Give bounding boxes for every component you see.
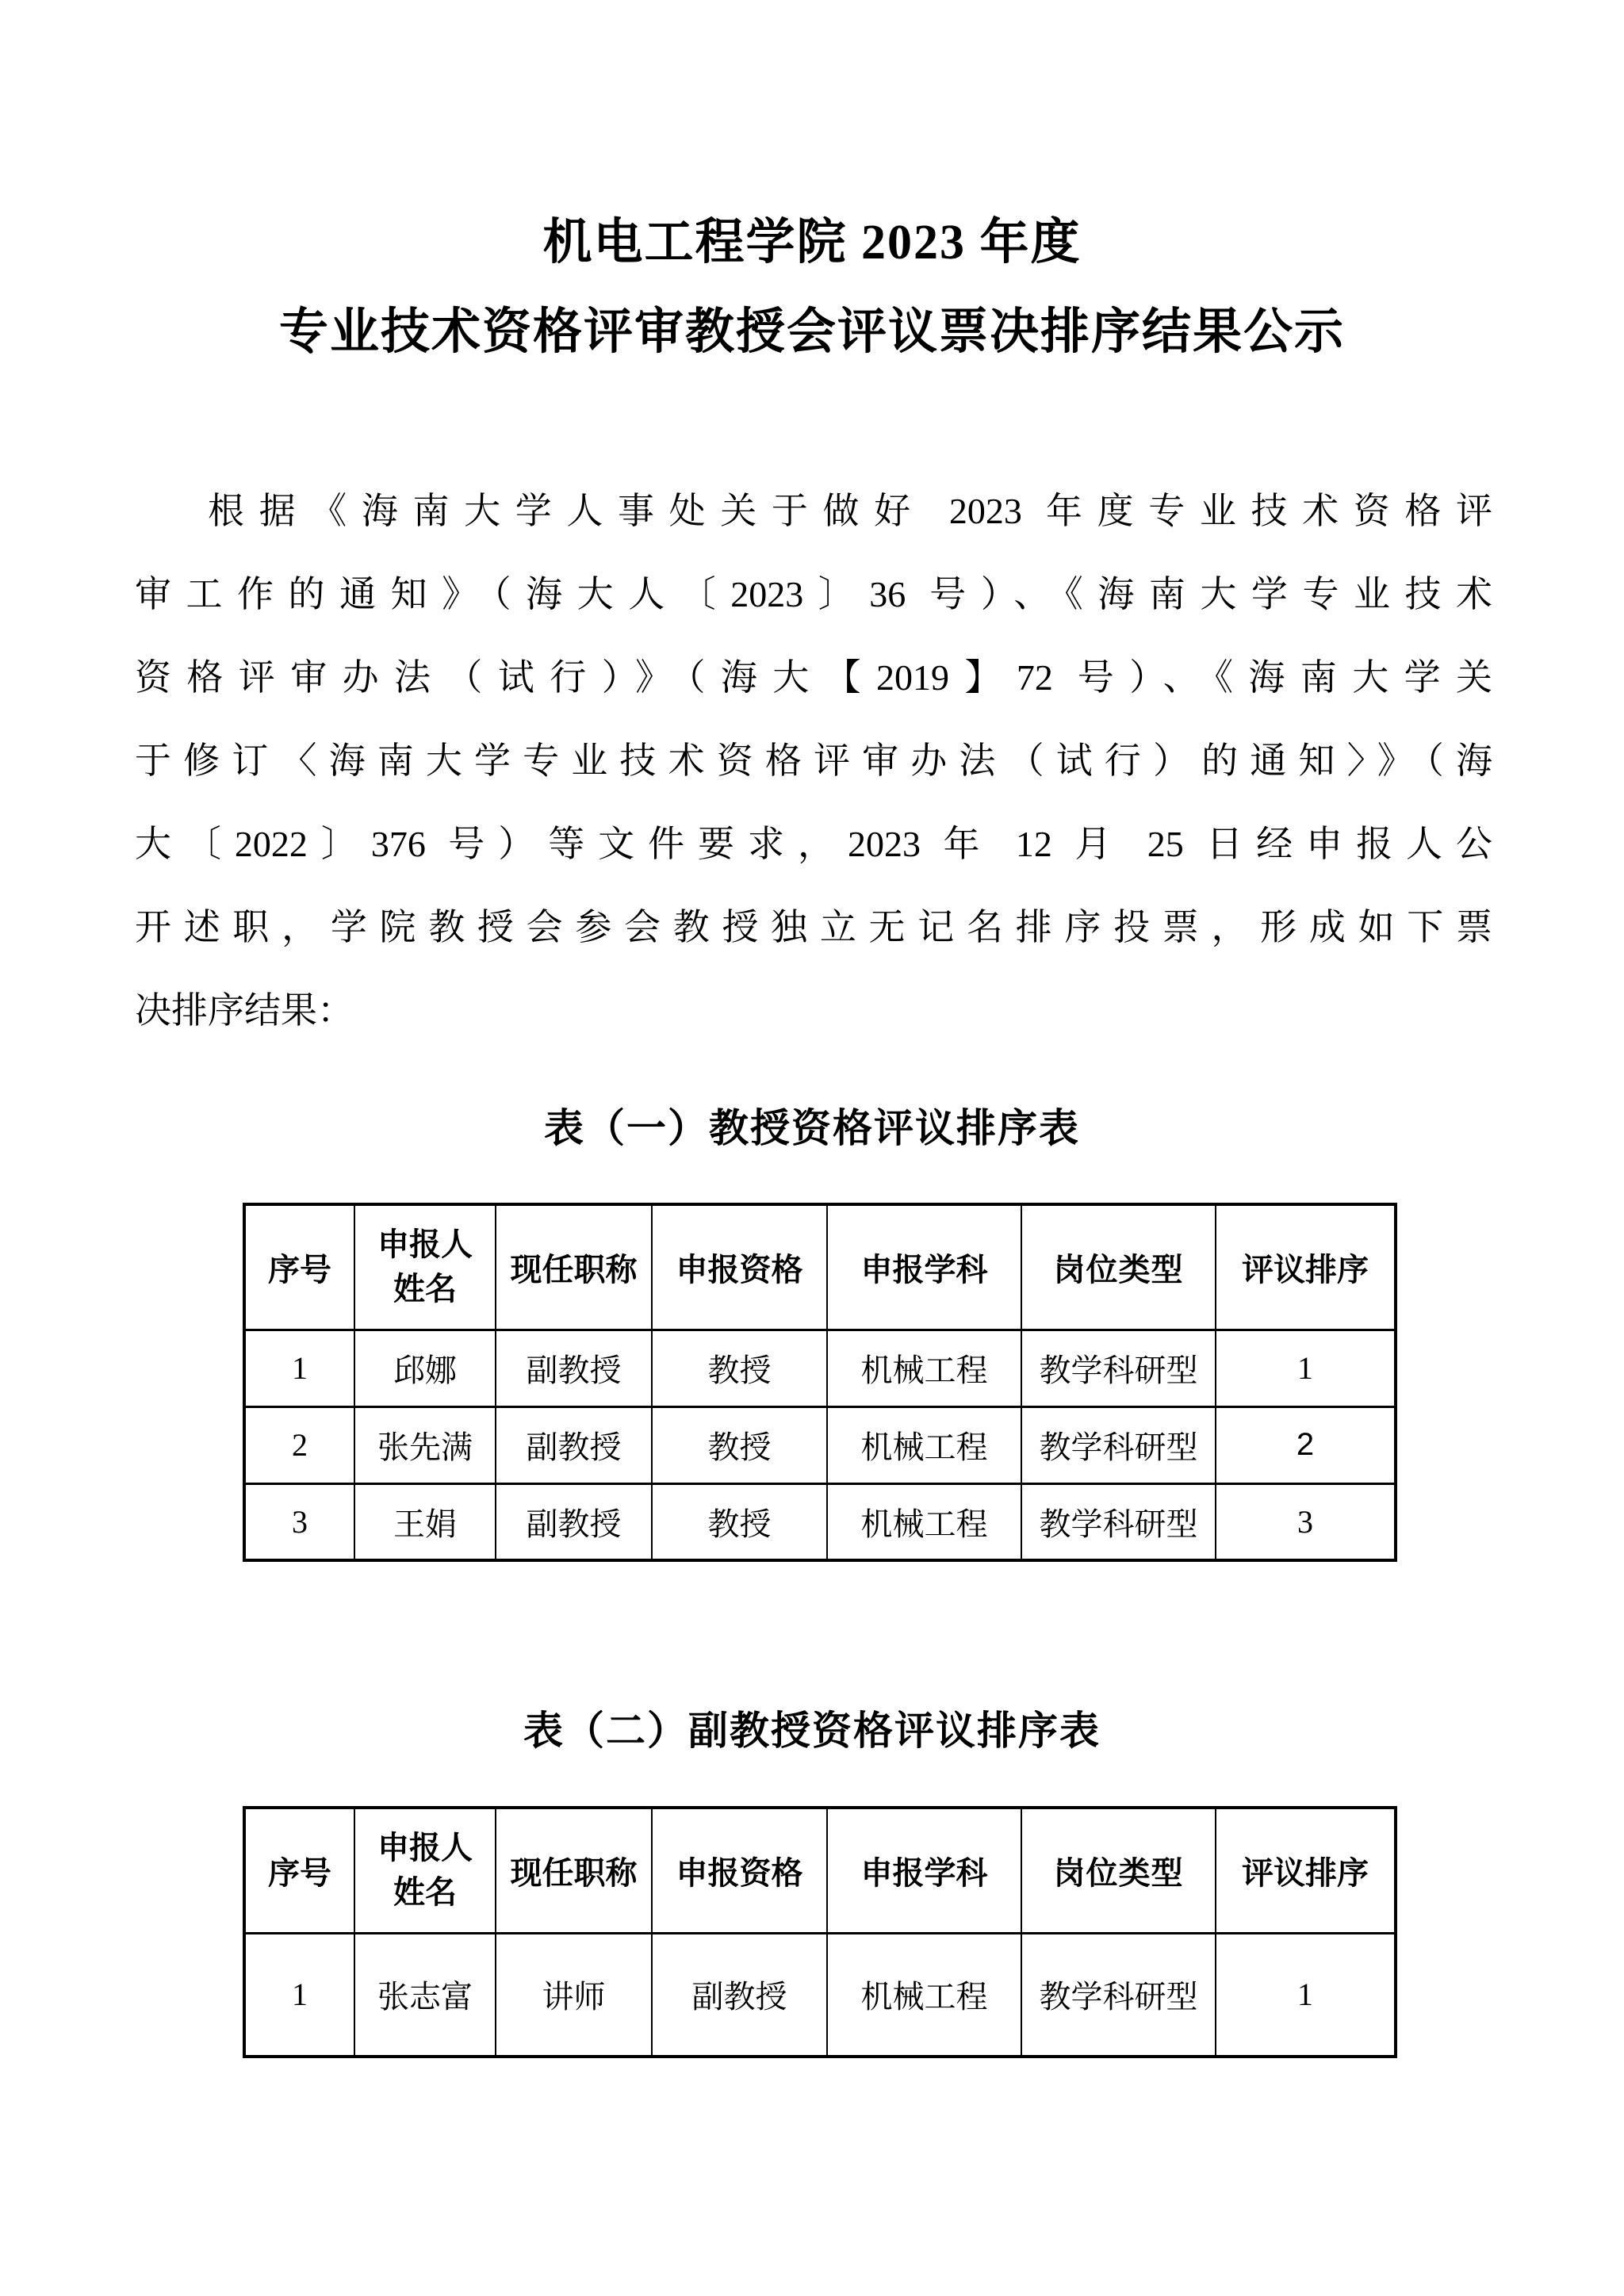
table-row (244, 1483, 1396, 1560)
cell-seq: 1 (244, 1330, 354, 1406)
cell-seq: 2 (244, 1406, 354, 1483)
cell-seq: 1 (244, 1933, 354, 2057)
cell-applied-qualification: 教授 (652, 1483, 827, 1560)
header-applicant-name: 申报人 姓名 (354, 1808, 496, 1933)
paragraph-line: 根据《海南大学人事处关于做好 2023 年度专业技术资格评 (208, 491, 1492, 531)
cell-name: 张志富 (354, 1933, 496, 2057)
title-line-1: 机电工程学院 2023 年度 (542, 216, 1082, 270)
table2-header-row (244, 1808, 1396, 1933)
header-post-type: 岗位类型 (1021, 1808, 1216, 1933)
paragraph-line: 资格评审办法（试行）》（海大【2019】72 号）、《海南大学关 (135, 657, 1492, 698)
cell-post-type: 教学科研型 (1021, 1406, 1216, 1483)
table1-caption: 表（一）教授资格评议排序表 (544, 1106, 1080, 1150)
header-applied-qualification: 申报资格 (652, 1808, 827, 1933)
table-row (244, 1406, 1396, 1483)
cell-current-title: 讲师 (496, 1933, 652, 2057)
title-line-2: 专业技术资格评审教授会评议票决排序结果公示 (278, 305, 1345, 359)
body-paragraph (135, 469, 1492, 1052)
cell-name: 王娟 (354, 1483, 496, 1560)
cell-name: 邱娜 (354, 1330, 496, 1406)
cell-review-rank: 3 (1216, 1483, 1396, 1560)
table1-professor-ranking (243, 1203, 1397, 1562)
paragraph-line: 审工作的通知》（海大人〔2023〕36 号）、《海南大学专业技术 (135, 574, 1492, 614)
header-review-rank: 评议排序 (1216, 1808, 1396, 1933)
cell-applied-qualification: 教授 (652, 1406, 827, 1483)
header-seq: 序号 (244, 1808, 354, 1933)
cell-applied-qualification: 副教授 (652, 1933, 827, 2057)
header-discipline: 申报学科 (827, 1204, 1021, 1330)
cell-review-rank: 2 (1216, 1406, 1396, 1483)
header-applied-qualification: 申报资格 (652, 1204, 827, 1330)
cell-current-title: 副教授 (496, 1330, 652, 1406)
paragraph-line: 开述职，学院教授会参会教授独立无记名排序投票，形成如下票 (135, 907, 1492, 947)
cell-current-title: 副教授 (496, 1483, 652, 1560)
table1-header-row (244, 1204, 1396, 1330)
header-post-type: 岗位类型 (1021, 1204, 1216, 1330)
cell-post-type: 教学科研型 (1021, 1330, 1216, 1406)
table-row (244, 1933, 1396, 2057)
header-seq: 序号 (244, 1204, 354, 1330)
table2-associate-professor-ranking (243, 1806, 1397, 2058)
paragraph-line: 大〔2022〕376 号）等文件要求，2023 年 12 月 25 日经申报人公 (135, 824, 1492, 864)
cell-applied-qualification: 教授 (652, 1330, 827, 1406)
header-applicant-name: 申报人 姓名 (354, 1204, 496, 1330)
cell-post-type: 教学科研型 (1021, 1483, 1216, 1560)
header-discipline: 申报学科 (827, 1808, 1021, 1933)
cell-discipline: 机械工程 (827, 1406, 1021, 1483)
cell-discipline: 机械工程 (827, 1483, 1021, 1560)
document-title (0, 198, 1624, 377)
header-current-title: 现任职称 (496, 1204, 652, 1330)
paragraph-line: 于修订〈海南大学专业技术资格评审办法（试行）的通知〉》（海 (135, 740, 1492, 781)
table2-caption: 表（二）副教授资格评议排序表 (523, 1709, 1101, 1753)
header-current-title: 现任职称 (496, 1808, 652, 1933)
header-review-rank: 评议排序 (1216, 1204, 1396, 1330)
cell-discipline: 机械工程 (827, 1330, 1021, 1406)
cell-discipline: 机械工程 (827, 1933, 1021, 2057)
table-row (244, 1330, 1396, 1406)
cell-post-type: 教学科研型 (1021, 1933, 1216, 2057)
cell-name: 张先满 (354, 1406, 496, 1483)
cell-seq: 3 (244, 1483, 354, 1560)
paragraph-line: 决排序结果： (135, 990, 354, 1031)
cell-review-rank: 1 (1216, 1933, 1396, 2057)
cell-review-rank: 1 (1216, 1330, 1396, 1406)
cell-current-title: 副教授 (496, 1406, 652, 1483)
